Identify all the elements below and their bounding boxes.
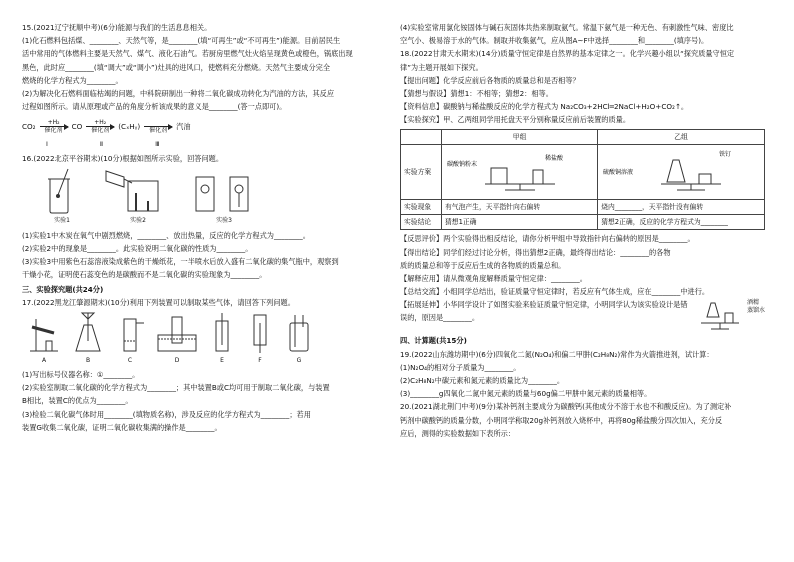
flask-funnel-icon bbox=[72, 311, 104, 355]
row-phenomenon-label: 实验现象 bbox=[401, 200, 442, 215]
eq-arrow-1 bbox=[40, 119, 68, 134]
q15-part1-line1: (1)化石燃料包括煤、________、天然气等，是________(填“可再生”或“不可再生”)能源。目前居民生 bbox=[22, 36, 341, 46]
apparatus-d: D bbox=[156, 311, 198, 367]
q20-line2: 钙剂中碳酸钙的质量分数，小明同学称取20g补钙剂放入烧杯中，再将80g稀盐酸分四次加入，充分反 bbox=[400, 415, 723, 425]
label-distilled-water: 蒸馏水 bbox=[746, 307, 765, 315]
phenomenon-group-a: 有气泡产生，天平指针向右偏转 bbox=[442, 200, 598, 215]
apparatus-e: E bbox=[208, 311, 236, 367]
q19-part1: (1)N₂O₄的相对分子质量为________。 bbox=[400, 362, 521, 372]
plan-group-b bbox=[598, 144, 765, 199]
eq-arrow-1-top: +H₂ bbox=[47, 119, 60, 127]
alcohol-water-balance-icon bbox=[695, 299, 743, 333]
q18-experiment: 【实验探究】甲、乙两组同学用托盘天平分别称量反应前后装置的质量。 bbox=[400, 115, 631, 125]
row-conclusion-label: 实验结论 bbox=[401, 215, 442, 230]
q18-summary: 【总结交流】小组同学总结出，验证质量守恒定律时，若反应有气体生成，应在________中进行。 bbox=[400, 287, 710, 297]
q19-part2: (2)C₂H₈N₂中碳元素和氮元素的质量比为________。 bbox=[400, 376, 565, 386]
apparatus-c: C bbox=[114, 311, 146, 367]
label-sodium-carbonate: 碳酸钠粉末 bbox=[447, 160, 478, 168]
co2-pour-candles-icon bbox=[98, 167, 178, 215]
stage-2-label: Ⅱ bbox=[99, 140, 104, 149]
q18-extension-block bbox=[400, 299, 765, 333]
eq-co2: CO₂ bbox=[22, 121, 36, 131]
q15-part1-line3: 黑色，此时应________(填“调大”或“调小”)灶具的进风口，使燃料充分燃烧。天然气主要成分完全 bbox=[22, 62, 331, 72]
eq-cxhy: (CₓHᵧ) bbox=[118, 121, 141, 131]
table-header-empty bbox=[401, 129, 442, 144]
eq-arrow-2-top: +H₂ bbox=[94, 119, 107, 127]
stage-1-label: Ⅰ bbox=[46, 140, 48, 149]
q18-extension: 【拓展延伸】小华同学设计了如图实验来验证质量守恒定律，小明同学认为该实验设计是错误的，原因是________。 bbox=[400, 300, 688, 322]
q15-part2-line2: 过程如图所示。请从原理或产品的角度分析该成果的意义是________(答一点即可)。 bbox=[22, 102, 287, 112]
eq-arrow-3 bbox=[144, 119, 172, 134]
experiment-3-figure bbox=[184, 167, 264, 227]
q18-conclusion-line2: 质的质量总和等于反应后生成的各物质的质量总和。 bbox=[400, 260, 566, 270]
experiment-table bbox=[400, 129, 765, 231]
conclusion-group-b: 猜想2正确，反应的化学方程式为________ bbox=[598, 215, 765, 230]
q18-heading-cont: 律”为主题开展如下探究。 bbox=[400, 62, 483, 72]
q15-heading: 15.(2021辽宁抚顺中考)(6分)能源与我们的生活息息相关。 bbox=[22, 23, 212, 32]
q16-part2: (2)实验2中的现象是________。此实验说明二氧化碳的性质为________。 bbox=[22, 244, 253, 254]
table-header-group-a: 甲组 bbox=[442, 129, 598, 144]
balance-beaker-icon bbox=[445, 146, 585, 194]
stage-numerals bbox=[22, 138, 387, 150]
experiment-2-figure bbox=[98, 167, 178, 227]
co2-conversion-equation bbox=[22, 119, 387, 134]
eq-gasoline: 汽油 bbox=[176, 121, 191, 131]
q17-part1: (1)写出标号仪器名称：①________。 bbox=[22, 370, 140, 380]
q18-explanation: 【解释应用】请从微观角度解释质量守恒定律：________。 bbox=[400, 274, 587, 284]
apparatus-f: F bbox=[246, 311, 274, 367]
row-plan-label: 实验方案 bbox=[401, 144, 442, 199]
q18-reflection: 【反思评价】两个实验得出相反结论，请你分析甲组中导致指针向右偏转的原因是________。 bbox=[400, 234, 695, 244]
q18-conclusion-line1: 【得出结论】同学们经过讨论分析，得出猜想2正确，最终得出结论：________的各物 bbox=[400, 247, 671, 257]
q20-line3: 应后，测得的实验数据如下表所示： bbox=[400, 428, 516, 438]
eq-arrow-2 bbox=[86, 119, 114, 134]
stage-3-label: Ⅲ bbox=[155, 140, 160, 149]
q17-part2-line2: B相比，装置C的优点为________。 bbox=[22, 396, 133, 406]
experiment-1-label: 实验1 bbox=[54, 216, 70, 224]
q17-heading: 17.(2022黑龙江肇源期末)(10分)利用下列装置可以制取某些气体，请回答下列问题。 bbox=[22, 297, 295, 307]
eq-arrow-3-bottom: 催化剂 bbox=[149, 127, 168, 135]
q16-part3-line1: (3)实验3中用紫色石蕊溶液染成紫色的干燥纸花，一半喷水后放入盛有二氧化碳的集气瓶中，观察到 bbox=[22, 257, 339, 267]
q18-hypothesis: 【猜想与假设】猜想1：不相等；猜想2：相等。 bbox=[400, 89, 553, 99]
paper-flower-jar-icon bbox=[184, 167, 264, 215]
downward-collection-icon bbox=[246, 311, 274, 355]
q18-info: 【资料信息】碳酸钠与稀盐酸反应的化学方程式为 Na₂CO₃+2HCl═2NaCl+H₂O+CO₂↑。 bbox=[400, 102, 689, 112]
eq-arrow-1-bottom: 催化剂 bbox=[44, 127, 63, 135]
q16-figures bbox=[32, 167, 387, 227]
left-column bbox=[22, 22, 387, 435]
section-3-heading: 三、实验探究题(共24分) bbox=[22, 284, 104, 294]
q16-heading: 16.(2022北京平谷期末)(10分)根据如图所示实验，回答问题。 bbox=[22, 153, 224, 163]
right-column bbox=[400, 22, 765, 441]
q15-part1-line4: 燃烧的化学方程式为________。 bbox=[22, 75, 123, 85]
plan-group-a bbox=[442, 144, 598, 199]
label-copper-sulfate: 硫酸铜溶液 bbox=[603, 168, 634, 176]
q19-part3: (3)________g四氧化二氮中氮元素的质量与60g偏二甲肼中氮元素的质量相等。 bbox=[400, 389, 652, 399]
porous-plate-tube-icon bbox=[114, 311, 146, 355]
experiment-3-label: 实验3 bbox=[216, 216, 232, 224]
table-header-group-b: 乙组 bbox=[598, 129, 765, 144]
q19-heading: 19.(2022山东潍坊期中)(6分)四氧化二氮(N₂O₄)和偏二甲肼(C₂H₈N₂)常作为火箭推进剂，试计算： bbox=[400, 349, 714, 359]
label-iron-nail: 铁钉 bbox=[719, 150, 732, 158]
q17-part2-line1: (2)实验室制取二氧化碳的化学方程式为________；其中装置B或C均可用于制取二氧化碳，与装置 bbox=[22, 383, 330, 393]
label-hcl: 稀盐酸 bbox=[545, 154, 564, 162]
phenomenon-group-b: 烧内________，天平指针没有偏转 bbox=[598, 200, 765, 215]
q16-part3-line2: 干燥小花，证明使石蕊变色的是碳酸而不是二氧化碳的实验现象为________。 bbox=[22, 270, 267, 280]
experiment-1-figure bbox=[32, 167, 92, 227]
eq-co: CO bbox=[71, 121, 83, 131]
section-4-heading: 四、计算题(共15分) bbox=[400, 336, 467, 346]
q15-part2-line1: (2)为解决化石燃料面临枯竭的问题，中科院研制出一种将二氧化碳成功转化为汽油的方法，其反应 bbox=[22, 89, 335, 99]
upward-collection-icon bbox=[208, 311, 236, 355]
q17-part3-line2: 装置G收集二氧化碳，证明二氧化碳收集满的操作是________。 bbox=[22, 422, 222, 432]
q18-question: 【提出问题】化学反应前后各物质的质量总和是否相等？ bbox=[400, 75, 580, 85]
q15-part1-line2: 活中常用的气体燃料主要是天然气、煤气、液化石油气。若厨房里燃气灶火焰呈现黄色或橙色，锅底出现 bbox=[22, 49, 353, 59]
eq-arrow-2-bottom: 催化剂 bbox=[91, 127, 110, 135]
q17-part4-line2: 空气小、极易溶于水的气体。制取并收集氨气，应从图A~F中选择________和________(填序号)。 bbox=[400, 36, 709, 46]
conclusion-group-a: 猜想1正确 bbox=[442, 215, 598, 230]
q20-line1: 20.(2021湖北荆门中考)(9分)某补钙剂主要成分为碳酸钙(其他成分不溶于水也不和酸反应)。为了测定补 bbox=[400, 402, 732, 412]
apparatus-b: B bbox=[72, 311, 104, 367]
gas-bottle-two-tubes-icon bbox=[284, 311, 314, 355]
q16-part1: (1)实验1中木炭在氧气中剧烈燃烧，________、放出热量，反应的化学方程式为________。 bbox=[22, 230, 310, 240]
q18-heading: 18.(2022甘肃天水期末)(14分)质量守恒定律是自然界的基本定律之一。化学兴趣小组以“探究质量守恒定 bbox=[400, 49, 735, 59]
water-trough-icon bbox=[156, 311, 198, 355]
experiment-2-label: 实验2 bbox=[130, 216, 146, 224]
label-alcohol: 酒精 bbox=[746, 299, 759, 307]
apparatus-g: G bbox=[284, 311, 314, 367]
extension-labels bbox=[747, 299, 765, 315]
heating-tube-icon bbox=[26, 311, 62, 355]
gas-apparatus-figures bbox=[26, 311, 387, 367]
charcoal-burning-icon bbox=[32, 167, 92, 215]
balance-flask-icon bbox=[601, 146, 751, 194]
q17-part3-line1: (3)检验二氧化碳气体时用________(填物质名称)，涉及反应的化学方程式为________；若用 bbox=[22, 409, 311, 419]
apparatus-a: A bbox=[26, 311, 62, 367]
q17-part4-line1: (4)实验室常用氯化铵固体与碱石灰固体共热来制取氨气。常温下氨气是一种无色、有刺激性气味、密度比 bbox=[400, 23, 734, 32]
